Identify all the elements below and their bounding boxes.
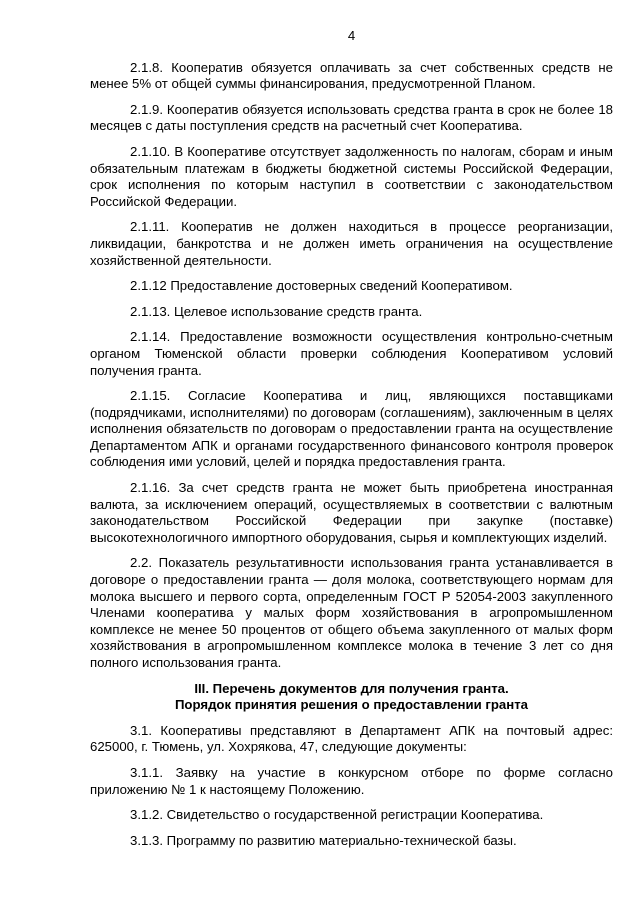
paragraph-2-1-9: 2.1.9. Кооператив обязуется использовать средства гранта в срок не более 18 месяцев с даты поступления средств на расчетный счет Кооператива.	[90, 101, 613, 134]
paragraph-3-1-3: 3.1.3. Программу по развитию материально-технической базы.	[130, 832, 517, 848]
paragraph-2-1-13: 2.1.13. Целевое использование средств гранта.	[130, 303, 423, 319]
section-heading-line-2: Порядок принятия решения о предоставлении гранта	[174, 697, 529, 713]
paragraph-3-1-1: 3.1.1. Заявку на участие в конкурсном отборе по форме согласно приложению № 1 к настоящему Положению.	[90, 764, 613, 797]
paragraph-2-1-12: 2.1.12 Предоставление достоверных сведений Кооперативом.	[130, 278, 513, 294]
paragraph-2-1-14: 2.1.14. Предоставление возможности осуществления контрольно-счетным органом Тюменской области проверки соблюдения Кооперативом условий получения гранта.	[90, 329, 613, 378]
paragraph-2-1-11: 2.1.11. Кооператив не должен находиться в процессе реорганизации, ликвидации, банкротства и не должен иметь ограничения на осуществление хозяйственной деятельности.	[90, 219, 613, 268]
paragraph-2-2: 2.2. Показатель результативности использования гранта устанавливается в договоре о предоставлении гранта — доля молока, соответствующего нормам для молока высшего и первого сорта, определенным ГОСТ Р 52054-2003 закупленного Членами кооператива у малых форм хозяйствования в агропромышленном комплексе не менее 50 процентов от общего объема закупленного от малых форм хозяйствования в агропромышленном комплексе молока в течение 3 лет со дня полного использования гранта.	[90, 555, 613, 670]
paragraph-2-1-16: 2.1.16. За счет средств гранта не может быть приобретена иностранная валюта, за исключением операций, осуществляемых в соответствии с валютным законодательством Российской Федерации при закупке (поставке) высокотехнологичного импортного оборудования, сырья и комплектующих изделий.	[90, 480, 613, 545]
paragraph-2-1-10: 2.1.10. В Кооперативе отсутствует задолженность по налогам, сборам и иным обязательным платежам в бюджеты бюджетной системы Российской Федерации, срок исполнения по которым наступил в соответствии с законодательством Российской Федерации.	[90, 143, 613, 209]
paragraph-2-1-8: 2.1.8. Кооператив обязуется оплачивать за счет собственных средств не менее 5% от общей суммы финансирования, предусмотренной Планом.	[90, 59, 613, 92]
paragraph-2-1-15: 2.1.15. Согласие Кооператива и лиц, являющихся поставщиками (подрядчиками, исполнителями) по договорам (соглашениям), заключенным в целях исполнения обязательств по договорам о предоставлении гранта на осуществление Департаментом АПК и органами государственного финансового контроля проверок соблюдения ими условий, целей и порядка предоставления гранта.	[90, 388, 613, 470]
section-heading	[90, 681, 613, 714]
page-number: 4	[347, 28, 356, 43]
paragraph-3-1: 3.1. Кооперативы представляют в Департамент АПК на почтовый адрес: 625000, г. Тюмень, ул. Хохрякова, 47, следующие документы:	[90, 722, 613, 755]
section-heading-line-1: III. Перечень документов для получения гранта.	[194, 680, 509, 696]
paragraph-3-1-2: 3.1.2. Свидетельство о государственной регистрации Кооператива.	[130, 807, 544, 823]
